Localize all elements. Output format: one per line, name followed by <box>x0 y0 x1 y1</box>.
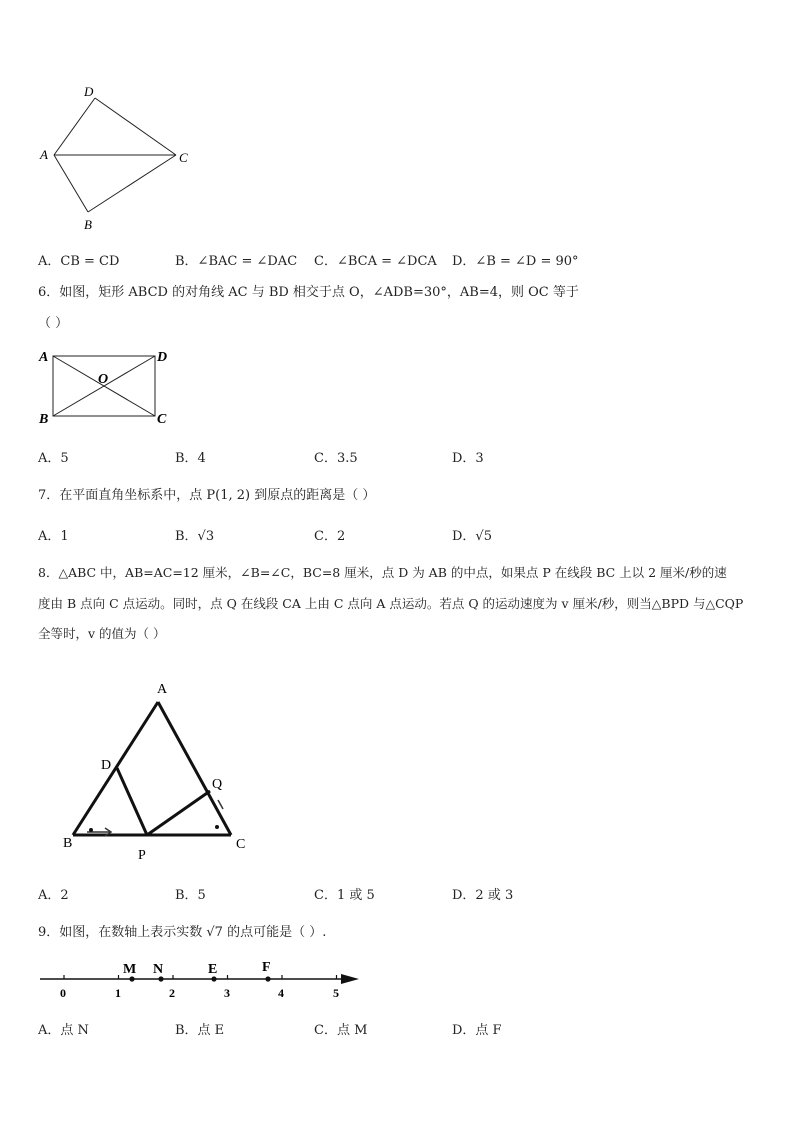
point-label-f: F <box>262 960 271 975</box>
q9-stem: 9．如图，在数轴上表示实数 √7 的点可能是（ ）. <box>38 925 327 940</box>
rect-label-d: D <box>157 350 168 365</box>
vertex-label-c: C <box>179 150 188 165</box>
q6-stem-line2: （ ） <box>38 316 69 331</box>
q5-option-c[interactable]: C．∠BCA = ∠DCA <box>314 254 437 269</box>
vertex-label-d: D <box>84 84 94 99</box>
triangle-figure <box>55 675 265 865</box>
tri-label-a: A <box>157 682 168 697</box>
q8-option-a[interactable]: A．2 <box>38 888 69 903</box>
kite-figure <box>30 80 200 235</box>
q7-stem: 7．在平面直角坐标系中，点 P(1, 2) 到原点的距离是（ ） <box>38 488 376 503</box>
tick-label-1: 1 <box>115 986 121 1000</box>
q8-stem-line1: 8．△ABC 中，AB=AC=12 厘米，∠B=∠C，BC=8 厘米，点 D 为 AB 的中点，如果点 P 在线段 BC 上以 2 厘米/秒的速 <box>38 565 727 580</box>
tick-label-0: 0 <box>60 986 66 1000</box>
q7-option-d[interactable]: D．√5 <box>452 529 492 544</box>
tri-label-q: Q <box>212 777 223 792</box>
tick-label-5: 5 <box>333 986 339 1000</box>
q8-option-b[interactable]: B．5 <box>175 888 206 903</box>
tick-label-2: 2 <box>169 986 175 1000</box>
q8-stem-line3: 全等时，v 的值为（ ） <box>38 626 166 641</box>
q5-option-a[interactable]: A．CB = CD <box>38 254 120 269</box>
vertex-label-a: A <box>40 147 48 162</box>
tri-label-d: D <box>101 758 112 773</box>
q9-option-b[interactable]: B．点 E <box>175 1023 225 1038</box>
q9-option-c[interactable]: C．点 M <box>314 1023 368 1038</box>
q9-option-a[interactable]: A．点 N <box>38 1023 89 1038</box>
q8-stem-line2: 度由 B 点向 C 点运动。同时，点 Q 在线段 CA 上由 C 点向 A 点运动。若点 Q 的运动速度为 v 厘米/秒，则当△BPD 与△CQP <box>38 596 744 611</box>
tick-label-4: 4 <box>278 986 284 1000</box>
q5-option-b[interactable]: B．∠BAC = ∠DAC <box>175 254 298 269</box>
q6-option-b[interactable]: B．4 <box>175 451 206 466</box>
rectangle-figure <box>36 345 176 430</box>
point-label-e: E <box>208 962 218 977</box>
q6-stem-line1: 6．如图，矩形 ABCD 的对角线 AC 与 BD 相交于点 O，∠ADB=30°，AB=4，则 OC 等于 <box>38 285 579 300</box>
q7-option-b[interactable]: B．√3 <box>175 529 215 544</box>
tri-label-p: P <box>138 848 146 863</box>
q7-option-a[interactable]: A．1 <box>38 529 69 544</box>
q5-option-d[interactable]: D．∠B = ∠D = 90° <box>452 254 579 269</box>
q6-option-c[interactable]: C．3.5 <box>314 451 358 466</box>
q7-option-c[interactable]: C．2 <box>314 529 346 544</box>
rect-label-a: A <box>39 350 49 365</box>
tick-label-3: 3 <box>224 986 230 1000</box>
q8-option-c[interactable]: C．1 或 5 <box>314 888 375 903</box>
rect-label-c: C <box>157 412 167 427</box>
q8-option-d[interactable]: D．2 或 3 <box>452 888 514 903</box>
rect-label-b: B <box>39 412 49 427</box>
point-label-m: M <box>123 962 137 977</box>
q6-option-d[interactable]: D．3 <box>452 451 484 466</box>
q9-option-d[interactable]: D．点 F <box>452 1023 502 1038</box>
number-line <box>35 955 370 1005</box>
tri-label-b: B <box>63 836 73 851</box>
vertex-label-b: B <box>84 217 92 232</box>
tri-label-c: C <box>236 837 246 852</box>
point-label-n: N <box>153 962 164 977</box>
q6-option-a[interactable]: A．5 <box>38 451 69 466</box>
rect-label-o: O <box>98 372 109 387</box>
